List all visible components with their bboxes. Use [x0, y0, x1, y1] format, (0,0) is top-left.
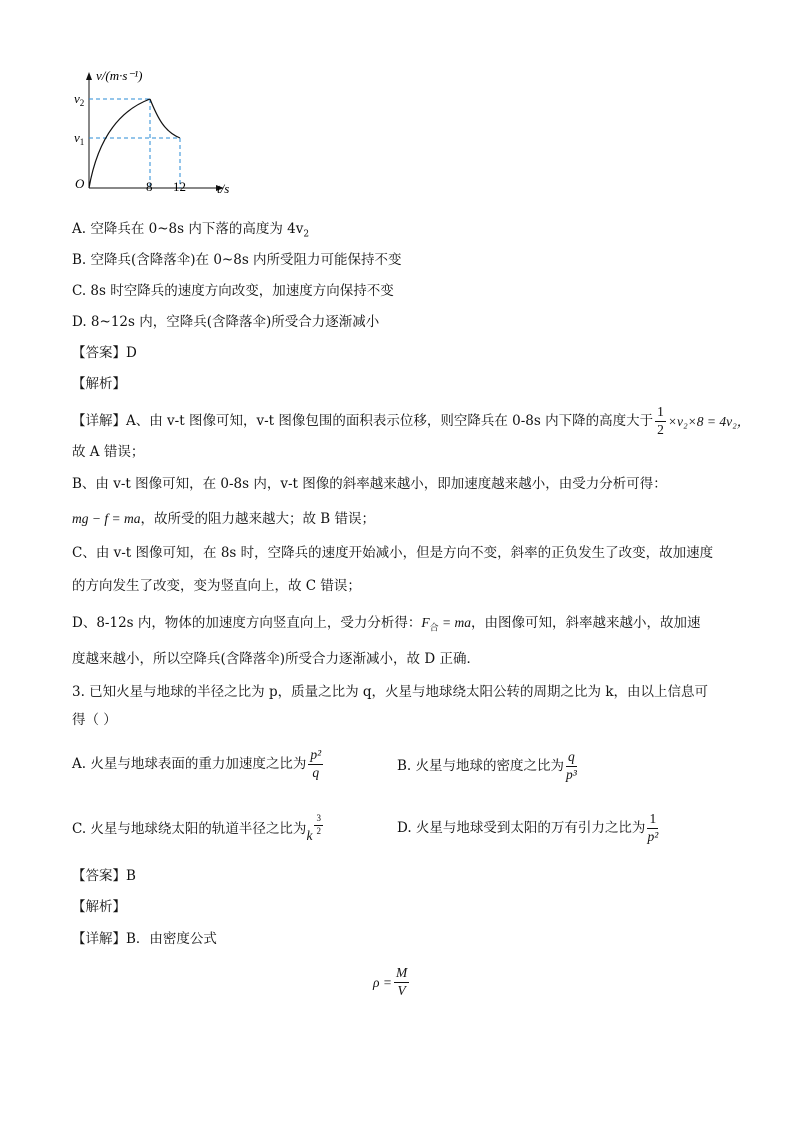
formula-mg-f-ma: mg − f = ma — [72, 511, 141, 526]
q2-detail-d-line2: 度越来越小，所以空降兵(含降落伞)所受合力逐渐减小，故 D 正确． — [72, 651, 480, 667]
q3-analysis-heading: 【解析】 — [72, 899, 126, 915]
x-axis-label: t/s — [217, 181, 230, 196]
tick-8-label: 8 — [146, 179, 153, 194]
y-axis-arrow — [86, 72, 92, 80]
q3-stem-line2: 得（ ） — [72, 712, 117, 728]
vt-graph — [60, 64, 260, 200]
q3-detail-line1: 【详解】B．由密度公式 — [72, 931, 217, 947]
q2-detail-a-line1: 【详解】A、由 v-t 图像可知，v-t 图像包围的面积表示位移，则空降兵在 0-8s 内下降的高度大于 $\frac{1}{2}$ ×v₂×8 = 4v₂， — [72, 404, 751, 437]
q3-stem-line1: 3. 已知火星与地球的半径之比为 p，质量之比为 q，火星与地球绕太阳公转的周期之比为 k，由以上信息可 — [72, 684, 709, 700]
q2-option-d: D. 8~12s 内，空降兵(含降落伞)所受合力逐渐减小 — [72, 314, 380, 330]
q2-option-b: B. 空降兵(含降落伞)在 0~8s 内所受阻力可能保持不变 — [72, 252, 402, 268]
y-axis-label: v/(m·s⁻¹) — [96, 68, 143, 83]
fraction-one-half: $\frac{1}{2}$ — [657, 404, 664, 437]
q2-option-a: A. 空降兵在 0~8s 内下落的高度为 $4v_2$ — [72, 221, 310, 240]
q3-option-d: D. 火星与地球受到太阳的万有引力之比为 $\frac{1}{\text{p²}}$ — [397, 811, 659, 844]
q3-option-b: B. 火星与地球的密度之比为 $\frac{q}{\text{p³}}$ — [397, 749, 577, 782]
origin-label: O — [75, 176, 85, 191]
q2-detail-c-line2: 的方向发生了改变，变为竖直向上，故 C 错误； — [72, 578, 361, 594]
vt-curve-fall — [150, 99, 180, 138]
q3-option-c: C. 火星与地球绕太阳的轨道半径之比为 k $\frac{3}{2}$ — [72, 813, 321, 843]
q3-answer: 【答案】B — [72, 868, 136, 884]
q2-answer: 【答案】D — [72, 345, 137, 361]
q2-analysis-heading: 【解析】 — [72, 376, 126, 392]
q2-detail-b-line1: B、由 v-t 图像可知，在 0-8s 内，v-t 图像的斜率越来越小，即加速度越来越小，由受力分析可得： — [72, 476, 667, 492]
q2-detail-d-line1: D、8-12s 内，物体的加速度方向竖直向上，受力分析得：$F_合$ = ma，由图像可知，斜率越来越小，故加速 — [72, 615, 701, 633]
q2-option-c: C. 8s 时空降兵的速度方向改变，加速度方向保持不变 — [72, 283, 394, 299]
q3-option-a: A. 火星与地球表面的重力加速度之比为 $\frac{\text{p²}}{q}$ — [72, 747, 322, 780]
v1-label: $v_1$ — [74, 130, 85, 147]
vt-curve-rise — [89, 99, 150, 188]
density-formula: ρ = $\frac{M}{V}$ — [373, 965, 408, 998]
tick-12-label: 12 — [173, 179, 186, 194]
q2-detail-c-line1: C、由 v-t 图像可知，在 8s 时，空降兵的速度开始减小，但是方向不变，斜率的正负发生了改变，故加速度 — [72, 545, 714, 561]
v2-label: $v_2$ — [74, 91, 85, 108]
q2-detail-a-line2: 故 A 错误； — [72, 444, 145, 460]
formula-f-net: $F_合$ = ma — [421, 615, 471, 633]
q2-detail-b-line2: mg − f = ma，故所受的阻力越来越大；故 B 错误； — [72, 511, 375, 527]
